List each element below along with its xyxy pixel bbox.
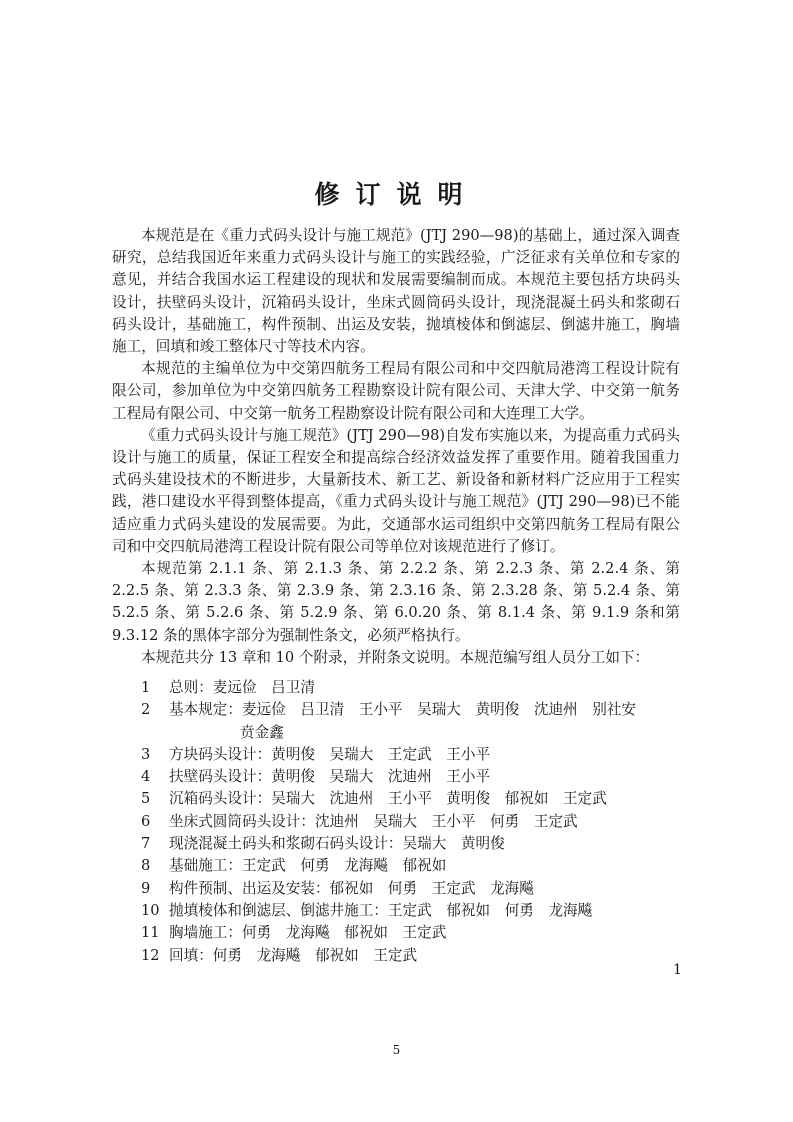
assignment-list — [141, 677, 636, 967]
paragraph-intro: 本规范是在《重力式码头设计与施工规范》(JTJ 290—98)的基础上，通过深入调查研究，总结我国近年来重力式码头设计与施工的实践经验，广泛征求有关单位和专家的意见，并结合我国水运工程建设的现状和发展需要编制而成。本规范主要包括方块码头设计，扶壁码头设计，沉箱码头设计，坐床式圆筒码头设计，现浇混凝土码头和浆砌石码头设计，基础施工，构件预制、出运及安装，抛填棱体和倒滤层、倒滤井施工，胸墙施工，回填和竣工整体尺寸等技术内容。 — [112, 227, 680, 356]
section-page-number: 1 — [673, 962, 682, 978]
list-item: 8 基础施工：王定武 何勇 龙海飚 郁祝如 — [141, 857, 447, 875]
paragraph-mandatory-clauses: 本规范第 2.1.1 条、第 2.1.3 条、第 2.2.2 条、第 2.2.3 条、第 2.2.4 条、第 2.2.5 条、第 2.3.3 条、第 2.3.9 条、第 2.3.16 条、第 2.3.28 条、第 5.2.4 条、第 5.2.5 条、第 5.2.6 条、第 5.2.9 条、第 6.0.20 条、第 8.1.4 条、第 9.1.9 条和第 9.3.12 条的黑体字部分为强制性条文，必须严格执行。 — [112, 560, 680, 644]
list-item: 6 坐床式圆筒码头设计：沈迪州 吴瑞大 王小平 何勇 王定武 — [141, 812, 578, 830]
list-item: 4 扶壁码头设计：黄明俊 吴瑞大 沈迪州 王小平 — [141, 768, 491, 786]
list-item: 10 抛填棱体和倒滤层、倒滤井施工：王定武 郁祝如 何勇 龙海飚 — [141, 901, 593, 919]
list-item: 11 胸墙施工：何勇 龙海飚 郁祝如 王定武 — [141, 924, 447, 942]
page-title: 修订说明 — [314, 180, 479, 209]
list-item: 2 基本规定：麦远俭 吕卫清 王小平 吴瑞大 黄明俊 沈迪州 别社安 — [141, 701, 637, 719]
list-item: 3 方块码头设计：黄明俊 吴瑞大 王定武 王小平 — [141, 745, 491, 763]
list-item: 7 现浇混凝土码头和浆砌石码头设计：吴瑞大 黄明俊 — [141, 835, 505, 853]
list-item: 9 构件预制、出运及安装：郁祝如 何勇 王定武 龙海飚 — [141, 879, 534, 897]
page-number: 5 — [392, 1043, 401, 1057]
body-text — [112, 225, 680, 669]
list-item: 1 总则：麦远俭 吕卫清 — [141, 679, 315, 696]
list-item: 12 回填：何勇 龙海飚 郁祝如 王定武 — [141, 946, 418, 964]
paragraph-editors: 本规范的主编单位为中交第四航务工程局有限公司和中交四航局港湾工程设计院有限公司，参加单位为中交第四航务工程勘察设计院有限公司、天津大学、中交第一航务工程局有限公司、中交第一航务工程勘察设计院有限公司和大连理工大学。 — [112, 360, 680, 422]
list-item: 5 沉箱码头设计：吴瑞大 沈迪州 王小平 黄明俊 郁祝如 王定武 — [141, 790, 607, 808]
paragraph-structure: 本规范共分 13 章和 10 个附录，并附条文说明。本规范编写组人员分工如下： — [141, 648, 650, 666]
list-item-continuation: 贲金鑫 — [240, 723, 284, 741]
paragraph-history: 《重力式码头设计与施工规范》(JTJ 290—98)自发布实施以来，为提高重力式码头设计与施工的质量，保证工程安全和提高综合经济效益发挥了重要作用。随着我国重力式码头建设技术的不断进步，大量新技术、新工艺、新设备和新材料广泛应用于工程实践，港口建设水平得到整体提高，《重力式码头设计与施工规范》(JTJ 290—98)已不能适应重力式码头建设的发展需要。为此，交通部水运司组织中交第四航务工程局有限公司和中交四航局港湾工程设计院有限公司等单位对该规范进行了修订。 — [112, 426, 680, 555]
